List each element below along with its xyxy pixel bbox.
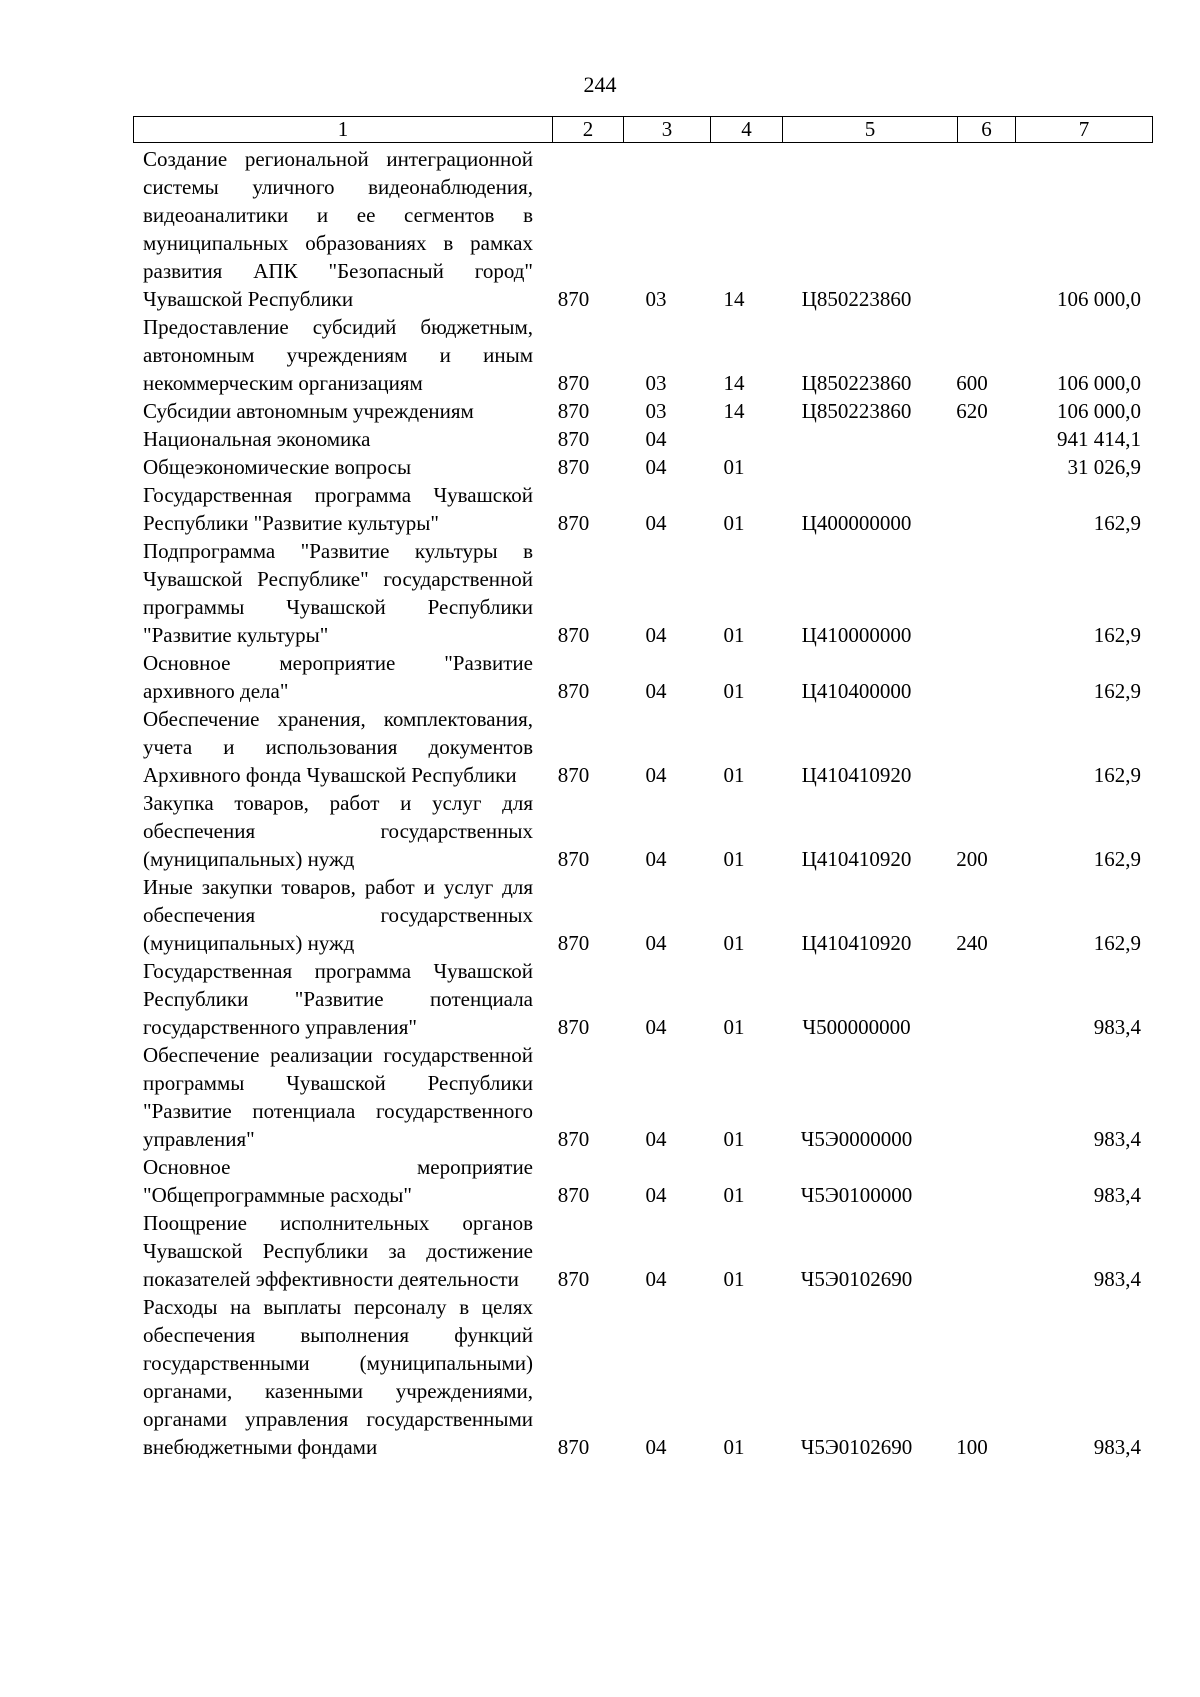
row-title: Создание региональной интеграционной системы уличного видеонаблюдения, видеоаналитики и ее сегментов в муниципальных образованиях в рамках развития АПК "Безопасный город" Чувашской Республики (143, 147, 533, 311)
table-row (133, 481, 1149, 537)
row-title: Субсидии автономным учреждениям (143, 399, 474, 423)
row-col-4: 01 (723, 1435, 745, 1459)
row-col-2: 870 (557, 1183, 590, 1207)
column-header-table (133, 116, 1153, 143)
table-row (133, 425, 1149, 453)
row-title: Расходы на выплаты персоналу в целях обеспечения выполнения функций государственными (муниципальными) органами, казенными учреждениями, органами управления государственными внебюджетными фондами (143, 1295, 533, 1459)
table-row (133, 537, 1149, 649)
table-row (133, 453, 1149, 481)
row-col-3: 04 (645, 455, 667, 479)
row-col-2: 870 (557, 931, 590, 955)
row-col-2: 870 (557, 1435, 590, 1459)
row-col-7: 941 414,1 (1057, 427, 1141, 451)
row-col-7: 31 026,9 (1067, 455, 1141, 479)
table-row (133, 873, 1149, 957)
row-col-5: Ц400000000 (801, 511, 912, 535)
column-header-6: 6 (958, 117, 1016, 143)
row-col-6: 620 (956, 399, 988, 423)
table-row (133, 789, 1149, 873)
row-col-7: 162,9 (1093, 763, 1141, 787)
row-col-4: 01 (723, 455, 745, 479)
row-col-5: Ч5Э0100000 (800, 1183, 913, 1207)
table-row (133, 1293, 1149, 1461)
row-col-4: 01 (723, 679, 745, 703)
row-title: Государственная программа Чувашской Республики "Развитие культуры" (143, 483, 533, 535)
row-col-3: 04 (645, 1127, 667, 1151)
row-col-2: 870 (557, 371, 590, 395)
row-col-4: 14 (723, 287, 745, 311)
row-col-3: 04 (645, 847, 667, 871)
row-col-3: 04 (645, 427, 667, 451)
row-col-7: 983,4 (1093, 1435, 1141, 1459)
budget-rows (133, 145, 1149, 1461)
row-col-2: 870 (557, 763, 590, 787)
row-col-7: 162,9 (1093, 623, 1141, 647)
row-col-4: 01 (723, 1267, 745, 1291)
row-title: Предоставление субсидий бюджетным, автономным учреждениям и иным некоммерческим организациям (143, 315, 533, 395)
row-col-4: 14 (723, 399, 745, 423)
row-col-3: 04 (645, 1267, 667, 1291)
column-header-row (134, 117, 1153, 143)
row-col-2: 870 (557, 1127, 590, 1151)
row-col-3: 04 (645, 1435, 667, 1459)
row-title: Иные закупки товаров, работ и услуг для обеспечения государственных (муниципальных) нужд (143, 875, 533, 955)
row-col-7: 106 000,0 (1057, 287, 1141, 311)
table-row (133, 957, 1149, 1041)
row-col-7: 162,9 (1093, 511, 1141, 535)
row-col-5: Ц410000000 (801, 623, 912, 647)
row-col-3: 04 (645, 679, 667, 703)
row-title: Общеэкономические вопросы (143, 455, 412, 479)
table-row (133, 145, 1149, 313)
row-col-7: 983,4 (1093, 1015, 1141, 1039)
row-col-5: Ч5Э0102690 (800, 1267, 913, 1291)
row-col-5: Ц410410920 (801, 847, 912, 871)
row-col-5: Ц410410920 (801, 763, 912, 787)
row-title: Национальная экономика (143, 427, 371, 451)
row-col-2: 870 (557, 847, 590, 871)
row-col-3: 03 (645, 287, 667, 311)
table-row (133, 1041, 1149, 1153)
row-col-5: Ц850223860 (801, 287, 912, 311)
row-col-6: 100 (956, 1435, 988, 1459)
row-col-4: 01 (723, 623, 745, 647)
row-col-7: 162,9 (1093, 847, 1141, 871)
table-row (133, 649, 1149, 705)
column-header-5: 5 (783, 117, 958, 143)
column-header-1: 1 (134, 117, 553, 143)
row-col-6: 240 (956, 931, 988, 955)
row-title: Закупка товаров, работ и услуг для обеспечения государственных (муниципальных) нужд (143, 791, 533, 871)
page-number: 244 (583, 72, 617, 97)
row-col-5: Ч500000000 (802, 1015, 911, 1039)
table-row (133, 705, 1149, 789)
row-col-7: 162,9 (1093, 931, 1141, 955)
row-col-4: 01 (723, 931, 745, 955)
row-col-7: 983,4 (1093, 1183, 1141, 1207)
row-col-5: Ц850223860 (801, 371, 912, 395)
row-title: Подпрограмма "Развитие культуры в Чувашской Республике" государственной программы Чувашской Республики "Развитие культуры" (143, 539, 533, 647)
column-header-4: 4 (711, 117, 783, 143)
row-col-3: 03 (645, 399, 667, 423)
row-col-5: Ц850223860 (801, 399, 912, 423)
row-col-6: 200 (956, 847, 988, 871)
row-title: Основное мероприятие "Общепрограммные расходы" (143, 1155, 533, 1207)
row-col-2: 870 (557, 511, 590, 535)
row-col-3: 04 (645, 1015, 667, 1039)
row-col-4: 01 (723, 511, 745, 535)
column-header-3: 3 (624, 117, 711, 143)
row-col-2: 870 (557, 1267, 590, 1291)
row-col-2: 870 (557, 679, 590, 703)
row-title: Обеспечение реализации государственной программы Чувашской Республики "Развитие потенциала государственного управления" (143, 1043, 533, 1151)
row-col-2: 870 (557, 399, 590, 423)
row-col-3: 04 (645, 763, 667, 787)
table-row (133, 313, 1149, 397)
row-col-5: Ц410410920 (801, 931, 912, 955)
row-col-3: 03 (645, 371, 667, 395)
row-col-5: Ц410400000 (801, 679, 912, 703)
row-col-3: 04 (645, 511, 667, 535)
row-col-2: 870 (557, 427, 590, 451)
column-header-2: 2 (553, 117, 624, 143)
row-col-5: Ч5Э0102690 (800, 1435, 913, 1459)
row-col-3: 04 (645, 623, 667, 647)
row-col-6: 600 (956, 371, 988, 395)
row-col-4: 01 (723, 847, 745, 871)
row-col-4: 14 (723, 371, 745, 395)
row-col-5: Ч5Э0000000 (800, 1127, 913, 1151)
table-row (133, 397, 1149, 425)
row-col-3: 04 (645, 1183, 667, 1207)
column-header-7: 7 (1016, 117, 1153, 143)
row-col-2: 870 (557, 455, 590, 479)
row-col-4: 01 (723, 1127, 745, 1151)
row-col-7: 162,9 (1093, 679, 1141, 703)
row-title: Основное мероприятие "Развитие архивного дела" (143, 651, 533, 703)
row-col-4: 01 (723, 763, 745, 787)
row-title: Государственная программа Чувашской Республики "Развитие потенциала государственного управления" (143, 959, 533, 1039)
row-col-2: 870 (557, 287, 590, 311)
row-col-4: 01 (723, 1183, 745, 1207)
row-title: Обеспечение хранения, комплектования, учета и использования документов Архивного фонда Чувашской Республики (143, 707, 533, 787)
row-col-7: 983,4 (1093, 1127, 1141, 1151)
row-title: Поощрение исполнительных органов Чувашской Республики за достижение показателей эффективности деятельности (143, 1211, 533, 1291)
row-col-7: 106 000,0 (1057, 399, 1141, 423)
row-col-4: 01 (723, 1015, 745, 1039)
row-col-2: 870 (557, 623, 590, 647)
table-row (133, 1209, 1149, 1293)
row-col-3: 04 (645, 931, 667, 955)
table-row (133, 1153, 1149, 1209)
row-col-7: 983,4 (1093, 1267, 1141, 1291)
row-col-2: 870 (557, 1015, 590, 1039)
row-col-7: 106 000,0 (1057, 371, 1141, 395)
